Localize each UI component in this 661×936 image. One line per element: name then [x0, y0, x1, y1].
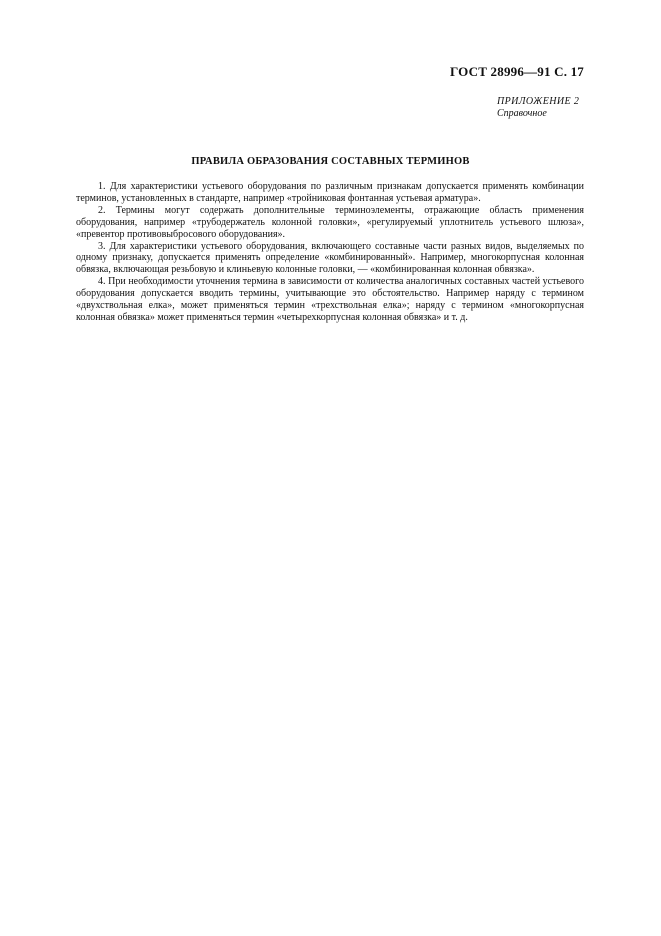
paragraph-4: 4. При необходимости уточнения термина в зависимости от количества аналогичных составных частей устьевого оборудования допускается вводить термины, учитывающие это обстоятельство. Например наряду с термином «двухствольная елка», может применяться термин «трехствольная елка»; наряду с термином «многокорпусная колонная обвязка» может применяться термин «четырехкорпусная колонная обвязка» и т. д.: [76, 276, 584, 323]
paragraph-3: 3. Для характеристики устьевого оборудования, включающего составные части разных видов, выделяемых по одному признаку, допускается применять определение «комбинированный». Например, многокорпусная колонная обвязка, включающая резьбовую и клиньевую колонные головки, — «комбинированная колонная обвязка».: [76, 240, 584, 276]
paragraph-1: 1. Для характеристики устьевого оборудования по различным признакам допускается применять комбинации терминов, установленных в стандарте, например «тройниковая фонтанная устьевая арматура».: [76, 181, 584, 204]
appendix-type: Справочное: [497, 108, 547, 119]
standard-code-header: ГОСТ 28996—91 С. 17: [450, 64, 584, 79]
appendix-label: ПРИЛОЖЕНИЕ 2: [497, 96, 580, 107]
body-text: [76, 181, 584, 324]
paragraph-2: 2. Термины могут содержать дополнительные терминоэлементы, отражающие область применения оборудования, например «трубодержатель колонной головки», «регулируемый уплотнитель устьевого шлюза», «превентор противовыбросового оборудования».: [76, 204, 584, 240]
appendix-block: [497, 96, 579, 120]
section-title: ПРАВИЛА ОБРАЗОВАНИЯ СОСТАВНЫХ ТЕРМИНОВ: [191, 156, 470, 167]
